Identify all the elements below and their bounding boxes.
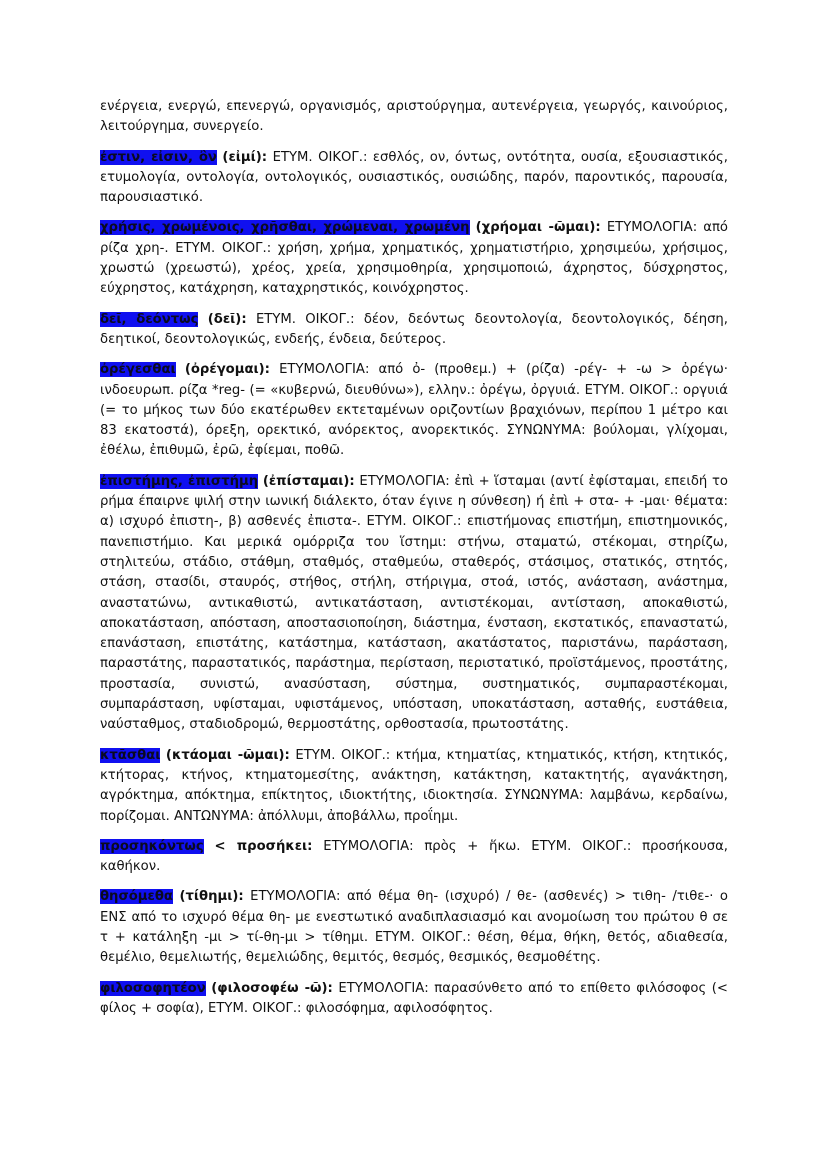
highlighted-word: θησόμεθα: [100, 889, 173, 905]
entry-text: ΕΤΥΜ. ΟΙΚΟΓ.: εσθλός, ον, όντως, οντότητα, ουσία, εξουσιαστικός, ετυμολογία, οντολογία, οντολογικός, ουσιαστικός, ουσιώδης, παρόν, παροντικός, παρουσία, παρουσιαστικό.: [100, 149, 728, 206]
entry-paragraph: [100, 218, 728, 299]
entry-paragraph: [100, 310, 728, 351]
entry-lemma: (τίθημι):: [179, 889, 244, 905]
highlighted-word: ἐπιστήμης, ἐπιστήμη: [100, 473, 259, 489]
entry-paragraph: [100, 97, 728, 138]
highlighted-word: ὀρέγεσθαι: [100, 362, 176, 378]
highlighted-word: κτᾶσθαι: [100, 747, 161, 763]
highlighted-word: ἐστιν, εἰσιν, ὂν: [100, 149, 217, 165]
entry-text: ΕΤΥΜ. ΟΙΚΟΓ.: δέον, δεόντως δεοντολογία, δεοντολογικός, δέηση, δεητικοί, δεοντολογικώς, ενδεής, ένδεια, δεύτερος.: [100, 311, 728, 347]
entry-lemma: (ὀρέγομαι):: [184, 362, 270, 378]
entry-text: ενέργεια, ενεργώ, επενεργώ, οργανισμός, αριστούργημα, αυτενέργεια, γεωργός, καινούριος, λειτούργημα, συνεργείο.: [100, 99, 728, 135]
entry-text: ΕΤΥΜΟΛΟΓΙΑ: πρὸς + ἥκω. ΕΤΥΜ. ΟΙΚΟΓ.: προσήκουσα, καθήκον.: [100, 838, 728, 875]
entry-text: ΕΤΥΜΟΛΟΓΙΑ: ἐπὶ + ἵσταμαι (αντί ἐφίσταμαι, επειδή το ρήμα έπαιρνε ψιλή στην ιωνική διάλεκτο, όταν έγινε η σύνθεση) ή ἐπὶ + στα- + -μαι· θέματα: α) ισχυρό ἐπιστη-, β) ασθενές ἐπιστα-. ΕΤΥΜ. ΟΙΚΟΓ.: επιστήμονας επιστήμη, επιστημονικός, πανεπιστήμιο. Και μερικά ομόρριζα του ἵστημι: στήνω, σταματώ, στέκομαι, στηρίζω, στηλιτεύω, στάδιο, στάθμη, σταθμός, σταθμεύω, σταθερός, στάσιμος, στατικός, στητός, στάση, στασίδι, σταυρός, στήθος, στήλη, στήριγμα, στοά, ιστός, ανάσταση, ανάστημα, αναστατώνω, αντικαθιστώ, αντικατάσταση, αντιστέκομαι, αντίσταση, αποκαθιστώ, αποκατάσταση, απόσταση, αποστασιοποίηση, διάστημα, ένσταση, εκστατικός, επαναστατώ, επανάσταση, επιστάτης, κατάστημα, κατάσταση, ακατάστατος, παριστάνω, παράσταση, παραστάτης, παραστατικός, παράστημα, περίσταση, περιστατικό, προϊστάμενος, προστάτης, προστασία, συνιστώ, ανασύσταση, σύστημα, συστηματικός, συμπαραστέκομαι, συμπαράσταση, υφίσταμαι, υφιστάμενος, υπόσταση, υποκατάσταση, ασταθής, ευστάθεια, ναύσταθμος, σταδιοδρομώ, θερμοστάτης, ορθοστασία, πρωτοστάτης.: [100, 473, 728, 733]
entry-text: ΕΤΥΜΟΛΟΓΙΑ: από ὀ- (προθεμ.) + (ρίζα) -ρέγ- + -ω > ὀρέγω· ινδοευρωπ. ρίζα *reg- (= «κυβερνώ, διευθύνω»), ελλην.: ὀρέγω, ὀργυιά. ΕΤΥΜ. ΟΙΚΟΓ.: οργυιά (= το μήκος των δύο εκατέρωθεν εκτεταμένων οριζοντίων βραχιόνων, περίπου 1 μέτρο και 83 εκατοστά), όρεξη, ορεκτικό, ανόρεκτος, ανορεκτικός. ΣΥΝΩΝΥΜΑ: βούλομαι, γλίχομαι, ἐθέλω, ἐπιθυμῶ, ἐρῶ, ἐφίεμαι, ποθῶ.: [100, 362, 728, 459]
entry-text: ΕΤΥΜΟΛΟΓΙΑ: από θέμα θη- (ισχυρό) / θε- (ασθενές) > τιθη- /τιθε-· ο ΕΝΣ από το ισχυρό θέμα θη- με ενεστωτικό αναδιπλασιασμό και ανομοίωση του πρώτου θ σε τ + κατάληξη -μι > τί-θη-μι > τίθημι. ΕΤΥΜ. ΟΙΚΟΓ.: θέση, θέμα, θήκη, θετός, αδιαθεσία, θεμέλιο, θεμελιωτής, θεμελιώδης, θεμιτός, θεσμός, θεσμικός, θεσμοθέτης.: [100, 889, 728, 966]
entry-text: ΕΤΥΜΟΛΟΓΙΑ: από ρίζα χρη-. ΕΤΥΜ. ΟΙΚΟΓ.: χρήση, χρήμα, χρηματικός, χρηματιστήριο, χρησιμεύω, χρήσιμος, χρωστώ (χρεωστώ), χρέος, χρεία, χρησιμοθηρία, χρησιμοποιώ, άχρηστος, δύσχρηστος, εύχρηστος, κατάχρηση, καταχρηστικός, κοινόχρηστος.: [100, 220, 728, 297]
entry-paragraph: [100, 837, 728, 878]
entry-paragraph: [100, 979, 728, 1020]
highlighted-word: φιλοσοφητέον: [100, 980, 206, 996]
entry-paragraph: [100, 746, 728, 827]
entry-lemma: (φιλοσοφέω -ῶ):: [211, 980, 333, 996]
entry-lemma: < προσήκει:: [214, 838, 313, 854]
entry-lemma: (δεῖ):: [207, 311, 247, 327]
entry-paragraph: [100, 360, 728, 461]
entry-paragraph: [100, 148, 728, 209]
highlighted-word: προσηκόντως: [100, 838, 204, 854]
entry-lemma: (εἰμί):: [222, 149, 268, 165]
highlighted-word: χρήσις, χρωμένοις, χρῆσθαι, χρώμεναι, χρωμένη: [100, 220, 470, 236]
document-page: [100, 97, 728, 1029]
entry-text: ΕΤΥΜΟΛΟΓΙΑ: παρασύνθετο από το επίθετο φιλόσοφος (< φίλος + σοφία), ΕΤΥΜ. ΟΙΚΟΓ.: φιλοσόφημα, αφιλοσόφητος.: [100, 980, 728, 1016]
highlighted-word: δεῖ, δεόντως: [100, 311, 199, 327]
entry-paragraph: [100, 887, 728, 968]
entry-text: ΕΤΥΜ. ΟΙΚΟΓ.: κτήμα, κτηματίας, κτηματικός, κτήση, κτητικός, κτήτορας, κτήνος, κτηματομεσίτης, ανάκτηση, κατάκτηση, κατακτητής, αγανάκτηση, αγρόκτημα, απόκτημα, επίκτητος, ιδιοκτήτης, ιδιοκτησία. ΣΥΝΩΝΥΜΑ: λαμβάνω, κερδαίνω, πορίζομαι. ΑΝΤΩΝΥΜΑ: ἀπόλλυμι, ἀποβάλλω, προΐημι.: [100, 747, 728, 824]
entry-lemma: (κτάομαι -ῶμαι):: [165, 747, 290, 763]
entry-lemma: (ἐπίσταμαι):: [262, 473, 355, 489]
entry-lemma: (χρήομαι -ῶμαι):: [475, 220, 601, 236]
entry-paragraph: [100, 472, 728, 736]
